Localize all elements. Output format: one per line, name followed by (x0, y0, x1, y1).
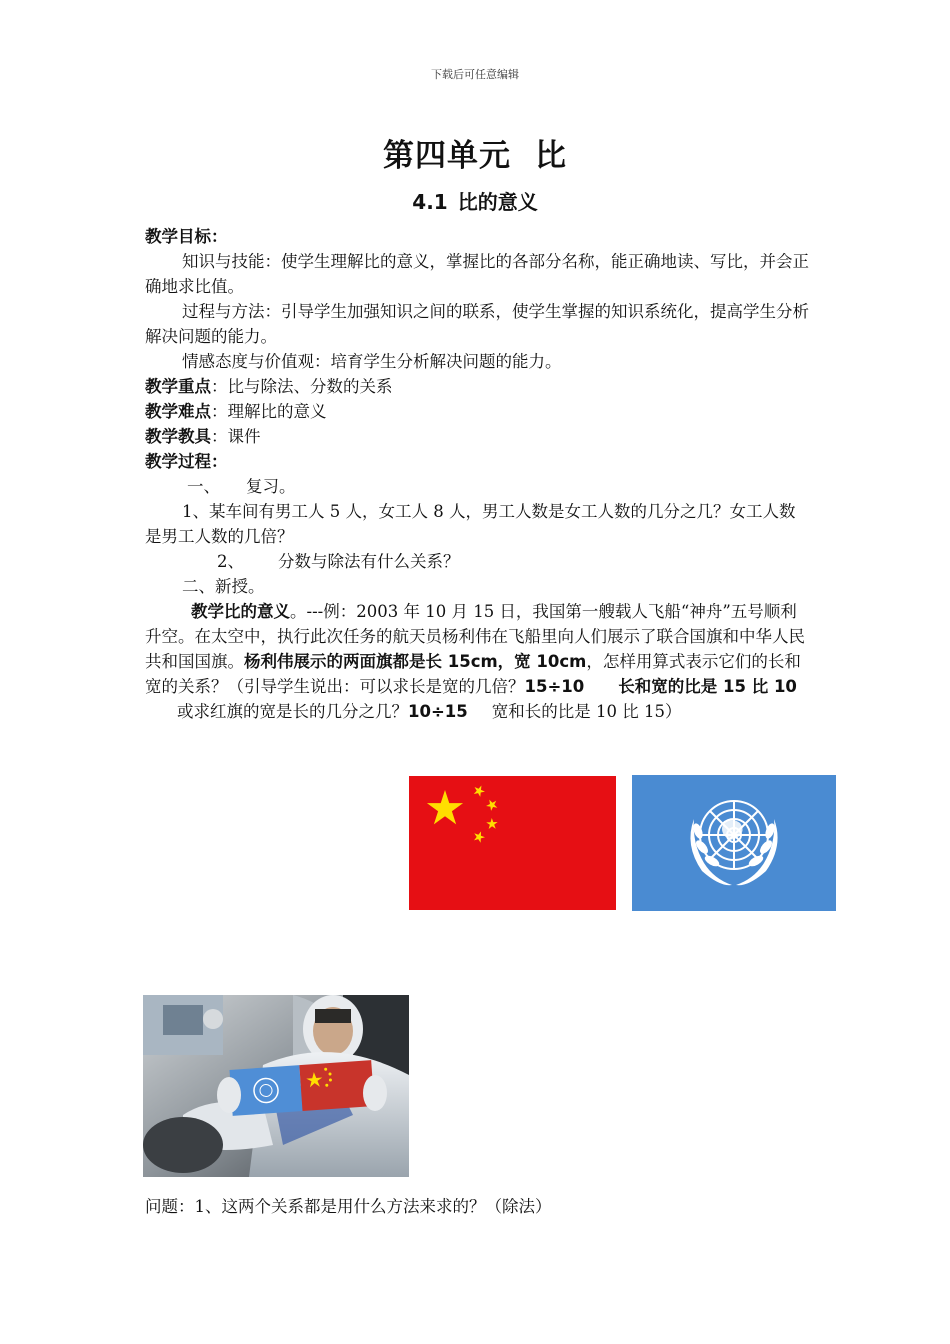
expression-15-div-10: 15÷10 (524, 677, 585, 696)
goal-process: 过程与方法：引导学生加强知识之间的联系，使学生掌握的知识系统化，提高学生分析解决问题的能力。 (145, 302, 809, 346)
review-heading (145, 474, 810, 499)
focus-text: ：比与除法、分数的关系 (211, 377, 393, 396)
unit-title-topic: 比 (535, 138, 567, 174)
relation-question: ，怎样用算式表示它们的长和宽的关系？（引导学生说出：可以求长是宽的几倍？ (145, 652, 801, 696)
tools-line (145, 424, 810, 449)
un-flag-image (632, 775, 836, 911)
ratio-meaning-label: 教学比的意义 (191, 602, 290, 621)
review-question-1: 1、某车间有男工人 5 人，女工人 8 人，男工人数是女工人数的几分之几？女工人数是男工人数的几倍？ (145, 502, 796, 546)
goal-attitude: 情感态度与价值观：培育学生分析解决问题的能力。 (182, 352, 562, 371)
flag-size-statement: 杨利伟展示的两面旗都是长 15cm，宽 10cm (244, 652, 587, 671)
difficulty-label: 教学难点 (145, 402, 211, 421)
goals-heading: 教学目标： (145, 227, 228, 246)
astronaut-photo-illustration (143, 995, 409, 1177)
china-flag-stars (409, 776, 616, 910)
focus-label: 教学重点 (145, 377, 211, 396)
ratio-10-to-15: 宽和长的比是 10 比 15） (491, 702, 682, 721)
expression-10-div-15: 10÷15 (408, 702, 468, 721)
ratio-15-to-10: 长和宽的比是 15 比 10 (618, 677, 797, 696)
tools-label: 教学教具 (145, 427, 211, 446)
process-heading: 教学过程： (145, 452, 228, 471)
lesson-name: 比的意义 (457, 190, 538, 214)
focus-line (145, 374, 810, 399)
example-intro: 。---例：2003 年 10 月 15 日，我国第一艘载人飞船“神舟”五号顺利升空。在太空中，执行此次任务的航天员杨利伟在飞船里向人们展示了联合国旗和中华人民共和国国旗。 (145, 602, 805, 671)
review-q2-text: 分数与除法有什么关系？ (278, 552, 460, 571)
question-line: 问题：1、这两个关系都是用什么方法来求的？（除法） (145, 1197, 552, 1216)
goal-knowledge: 知识与技能：使学生理解比的意义，掌握比的各部分名称，能正确地读、写比，并会正确地求比值。 (145, 252, 809, 296)
page-header-note: 下载后可任意编辑 (431, 68, 519, 81)
review-q2-num: 2、 (217, 552, 244, 571)
review-question-2 (145, 549, 810, 574)
lesson-number: 4.1 (412, 190, 448, 214)
review-num: 一、 (187, 477, 220, 496)
unit-title-main: 第四单元 (383, 138, 511, 174)
china-flag-image (409, 776, 616, 910)
new-lesson-paragraph (145, 599, 810, 724)
astronaut-photo (143, 995, 409, 1177)
lesson-body (145, 224, 810, 724)
difficulty-line (145, 399, 810, 424)
un-emblem (632, 775, 836, 911)
review-title: 复习。 (246, 477, 296, 496)
difficulty-text: ：理解比的意义 (211, 402, 327, 421)
new-lesson-heading: 二、新授。 (182, 577, 265, 596)
fraction-question: 或求红旗的宽是长的几分之几？ (177, 702, 408, 721)
tools-text: ：课件 (211, 427, 261, 446)
unit-title (0, 130, 950, 175)
lesson-title (0, 186, 950, 215)
